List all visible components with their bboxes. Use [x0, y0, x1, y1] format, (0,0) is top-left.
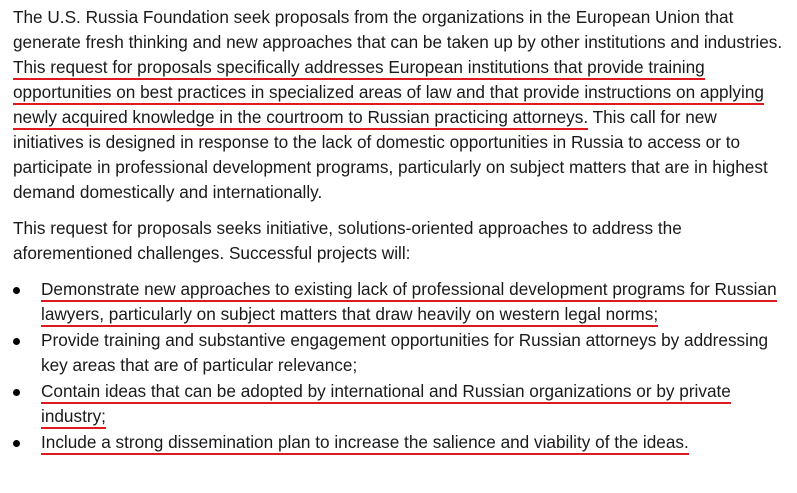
bullet-dot-icon	[13, 287, 20, 294]
document-body	[13, 5, 791, 456]
intro-rest-text: This call for new initiatives is designed in response to the lack of domestic opportunities in Russia to access or to participate in professional development programs, particularly on subject matters that are in highest demand domestically and internationally.	[13, 107, 768, 202]
bullet-dot-icon	[13, 389, 20, 396]
success-criteria-list	[13, 277, 791, 455]
bullet-dot-icon	[13, 440, 20, 447]
list-item	[13, 379, 791, 429]
bullet-text: Contain ideas that can be adopted by international and Russian organizations or by private industry;	[41, 381, 731, 429]
highlighted-request-text: This request for proposals specifically addresses European institutions that provide training opportunities on best practices in specialized areas of law and that provide instructions on applying newly acquired knowledge in the courtroom to Russian practicing attorneys.	[13, 57, 764, 130]
list-item	[13, 328, 791, 378]
intro-paragraph	[13, 5, 791, 205]
bullet-text: Demonstrate new approaches to existing lack of professional development programs for Russian lawyers, particularly on subject matters that draw heavily on western legal norms;	[41, 279, 777, 327]
bullet-dot-icon	[13, 338, 20, 345]
bullet-text: Include a strong dissemination plan to increase the salience and viability of the ideas.	[41, 432, 689, 455]
bullet-text: Provide training and substantive engagement opportunities for Russian attorneys by addressing key areas that are of particular relevance;	[41, 330, 769, 375]
intro-text: The U.S. Russia Foundation seek proposals from the organizations in the European Union that generate fresh thinking and new approaches that can be taken up by other institutions and industries.	[13, 7, 783, 52]
projects-paragraph: This request for proposals seeks initiative, solutions-oriented approaches to address the aforementioned challenges. Successful projects will:	[13, 218, 682, 263]
list-item	[13, 277, 791, 327]
list-item	[13, 430, 791, 455]
